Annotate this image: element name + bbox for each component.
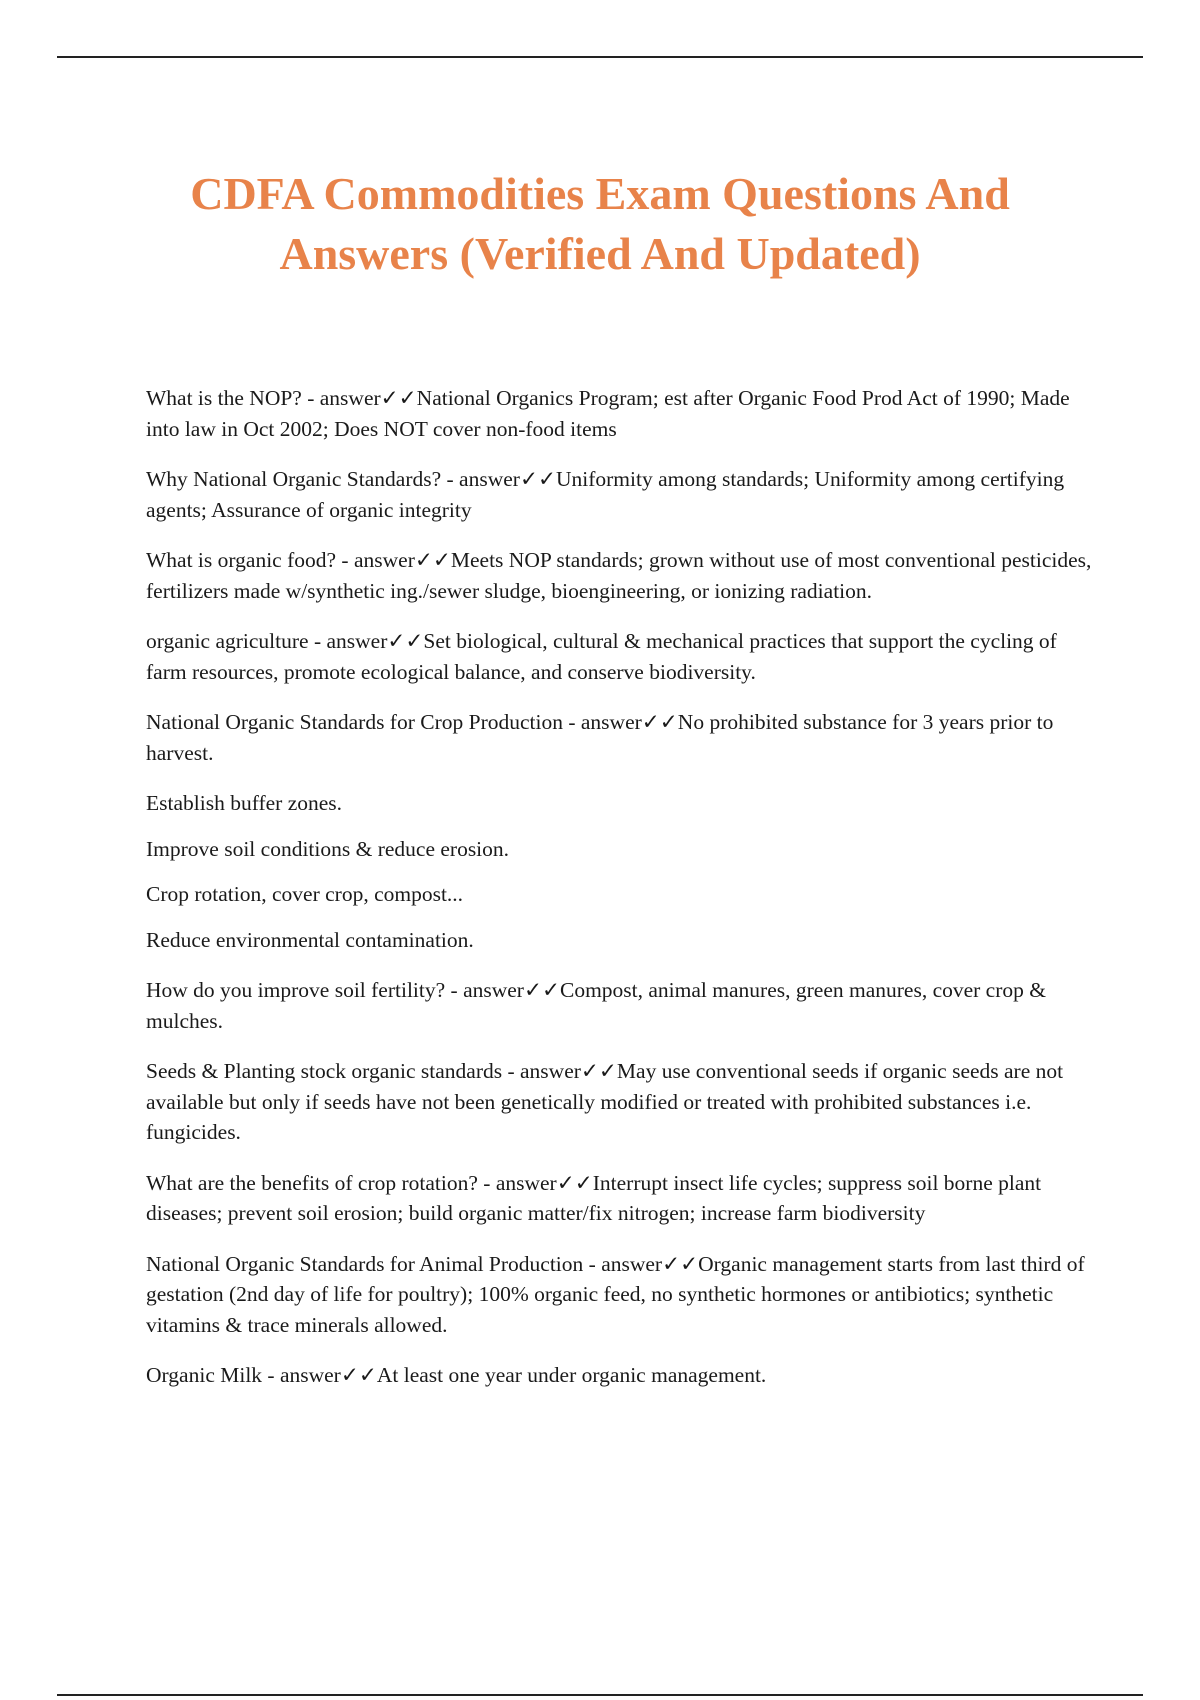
qa-paragraph: National Organic Standards for Animal Production - answer✓✓Organic management starts from last third of gestation (2nd day of life for poultry); 100% organic feed, no synthetic hormones or antibiotics; synthetic vitamins & trace minerals allowed. xyxy=(146,1251,1085,1337)
qa-paragraph: Organic Milk - answer✓✓At least one year under organic management. xyxy=(146,1363,767,1387)
footer-rule xyxy=(57,1694,1143,1696)
qa-paragraph: Establish buffer zones. xyxy=(146,791,343,815)
title-line-2: Answers (Verified And Updated) xyxy=(279,228,921,279)
qa-paragraph: Improve soil conditions & reduce erosion. xyxy=(146,836,510,861)
document-title xyxy=(120,164,1080,284)
qa-content xyxy=(146,383,1096,1411)
qa-paragraph: What is the NOP? - answer✓✓National Organics Program; est after Organic Food Prod Act of 1990; Made into law in Oct 2002; Does NOT cover non-food items xyxy=(146,386,1070,441)
qa-paragraph: National Organic Standards for Crop Production - answer✓✓No prohibited substance for 3 years prior to harvest. xyxy=(146,710,1054,765)
qa-paragraph: organic agriculture - answer✓✓Set biological, cultural & mechanical practices that support the cycling of farm resources, promote ecological balance, and conserve biodiversity. xyxy=(146,629,1057,684)
qa-paragraph: Why National Organic Standards? - answer✓✓Uniformity among standards; Uniformity among certifying agents; Assurance of organic integrity xyxy=(146,467,1065,522)
qa-paragraph: What are the benefits of crop rotation? - answer✓✓Interrupt insect life cycles; suppress soil borne plant diseases; prevent soil erosion; build organic matter/fix nitrogen; increase farm biodiversity xyxy=(146,1170,1042,1225)
qa-paragraph: How do you improve soil fertility? - answer✓✓Compost, animal manures, green manures, cover crop & mulches. xyxy=(146,978,1046,1033)
title-line-1: CDFA Commodities Exam Questions And xyxy=(190,168,1010,219)
qa-paragraph: Seeds & Planting stock organic standards - answer✓✓May use conventional seeds if organic seeds are not available but only if seeds have not been genetically modified or treated with prohibited substances i.e. fungicides. xyxy=(146,1059,1064,1144)
qa-paragraph: What is organic food? - answer✓✓Meets NOP standards; grown without use of most conventional pesticides, fertilizers made w/synthetic ing./sewer sludge, bioengineering, or ionizing radiation. xyxy=(146,548,1092,603)
qa-paragraph: Crop rotation, cover crop, compost... xyxy=(146,882,464,906)
qa-paragraph: Reduce environmental contamination. xyxy=(146,927,474,952)
header-rule xyxy=(57,56,1143,58)
